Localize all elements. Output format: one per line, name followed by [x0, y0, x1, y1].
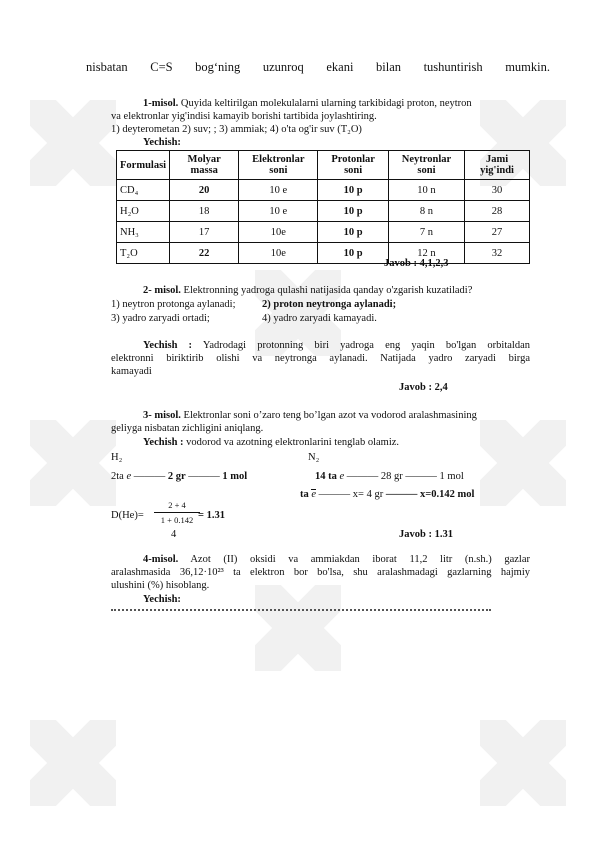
- ex3-fraction: 2 + 4 1 + 0.142: [154, 500, 200, 525]
- top-text-line: nisbatan C=S bog‘ning uzunroq ekani bilan tushuntirish mumkin.: [86, 60, 550, 74]
- ex3-denominator-four: 4: [171, 529, 177, 540]
- ex4-solution-label: Yechish:: [143, 594, 181, 605]
- ex1-table: [116, 150, 530, 264]
- table-header-row: [117, 151, 530, 180]
- ex3-answer: Javob : 1.31: [399, 529, 453, 540]
- ex3-ta-row: ta e ——— x= 4 gr ——— x=0.142 mol: [300, 489, 475, 500]
- ex2-option-4: 4) yadro zaryadi kamayadi.: [262, 313, 377, 324]
- ex4-intro-line1: 4-misol. Azot (II) oksidi va ammiakdan iborat 11,2 litr (n.sh.) gazlar: [143, 554, 531, 565]
- ex2-answer: Javob : 2,4: [399, 382, 448, 393]
- ex1-options: 1) deyterometan 2) suv; ; 3) ammiak; 4) o'ta og'ir suv (T₂O): [111, 124, 362, 135]
- table-row: T₂O 22 10e 10 p 12 n 32: [117, 243, 530, 264]
- header-electrons: Elektronlar soni: [239, 151, 318, 180]
- ex3-n2-row: 14 ta e ——— 28 gr ——— 1 mol: [315, 471, 464, 482]
- ex2-solution-line1: Yechish : Yadrodagi protonning biri yadroga eng yaqin bo'lgan orbitaldan: [143, 340, 530, 351]
- ex2-option-1: 1) neytron protonga aylanadi;: [111, 299, 236, 310]
- ex3-density-result: = 1.31: [198, 510, 225, 521]
- ex3-solution: Yechish : vodorod va azotning elektronlarini tenglab olamiz.: [143, 437, 400, 448]
- ex1-answer: Javob : 4,1,2,3: [384, 258, 449, 269]
- ex2-option-3: 3) yadro zaryadi ortadi;: [111, 313, 210, 324]
- ex1-intro-line2: va elektronlar yig'indisi kamayib borishi tartibida joylashtiring.: [111, 111, 377, 122]
- ex1-solution-label: Yechish:: [143, 137, 181, 148]
- ex4-intro-line3: ulushini (%) hisoblang.: [111, 580, 210, 591]
- ex2-option-2: 2) proton neytronga aylanadi;: [262, 299, 397, 310]
- header-neutrons: Neytronlar soni: [388, 151, 464, 180]
- table-row: NH₃ 17 10e 10 p 7 n 27: [117, 222, 530, 243]
- ex3-intro: 3- misol. Elektronlar soni o’zaro teng bo’lgan azot va vodorod aralashmasining: [143, 410, 477, 421]
- ex3-intro-line2: geliyga nisbatan zichligini aniqlang.: [111, 423, 264, 434]
- ex1-intro: 1-misol. Quyida keltirilgan molekulalarni ularning tarkibidagi proton, neytron: [143, 98, 472, 109]
- ex2-solution-line3: kamayadi: [111, 366, 152, 377]
- header-molar-mass: Molyar massa: [170, 151, 239, 180]
- ex2-intro: 2- misol. Elektronning yadroga qulashi natijasida qanday o'zgarish kuzatiladi?: [143, 285, 473, 296]
- cut-off-line: [111, 609, 530, 612]
- table-row: H₂O 18 10 e 10 p 8 n 28: [117, 201, 530, 222]
- ex4-intro-line2: aralashmasida 36,12·10²³ ta elektron bor bo'lsa, shu aralashmadagi gazlarning hajmiy: [111, 567, 530, 578]
- header-protons: Protonlar soni: [318, 151, 388, 180]
- header-total: Jami yig'indi: [465, 151, 530, 180]
- ex2-solution-line2: elektronni biriktirib olishi va neytronga aylanadi. Natijada yadro zaryadi birga: [111, 353, 530, 364]
- ex3-h2-label: H₂: [111, 452, 123, 463]
- ex3-density-label: D(He)=: [111, 510, 144, 521]
- ex3-h2-row: 2ta e ——— 2 gr ——— 1 mol: [111, 471, 248, 482]
- header-formula: Formulasi: [117, 151, 170, 180]
- ex3-n2-label: N₂: [308, 452, 320, 463]
- table-row: CD₄ 20 10 e 10 p 10 n 30: [117, 180, 530, 201]
